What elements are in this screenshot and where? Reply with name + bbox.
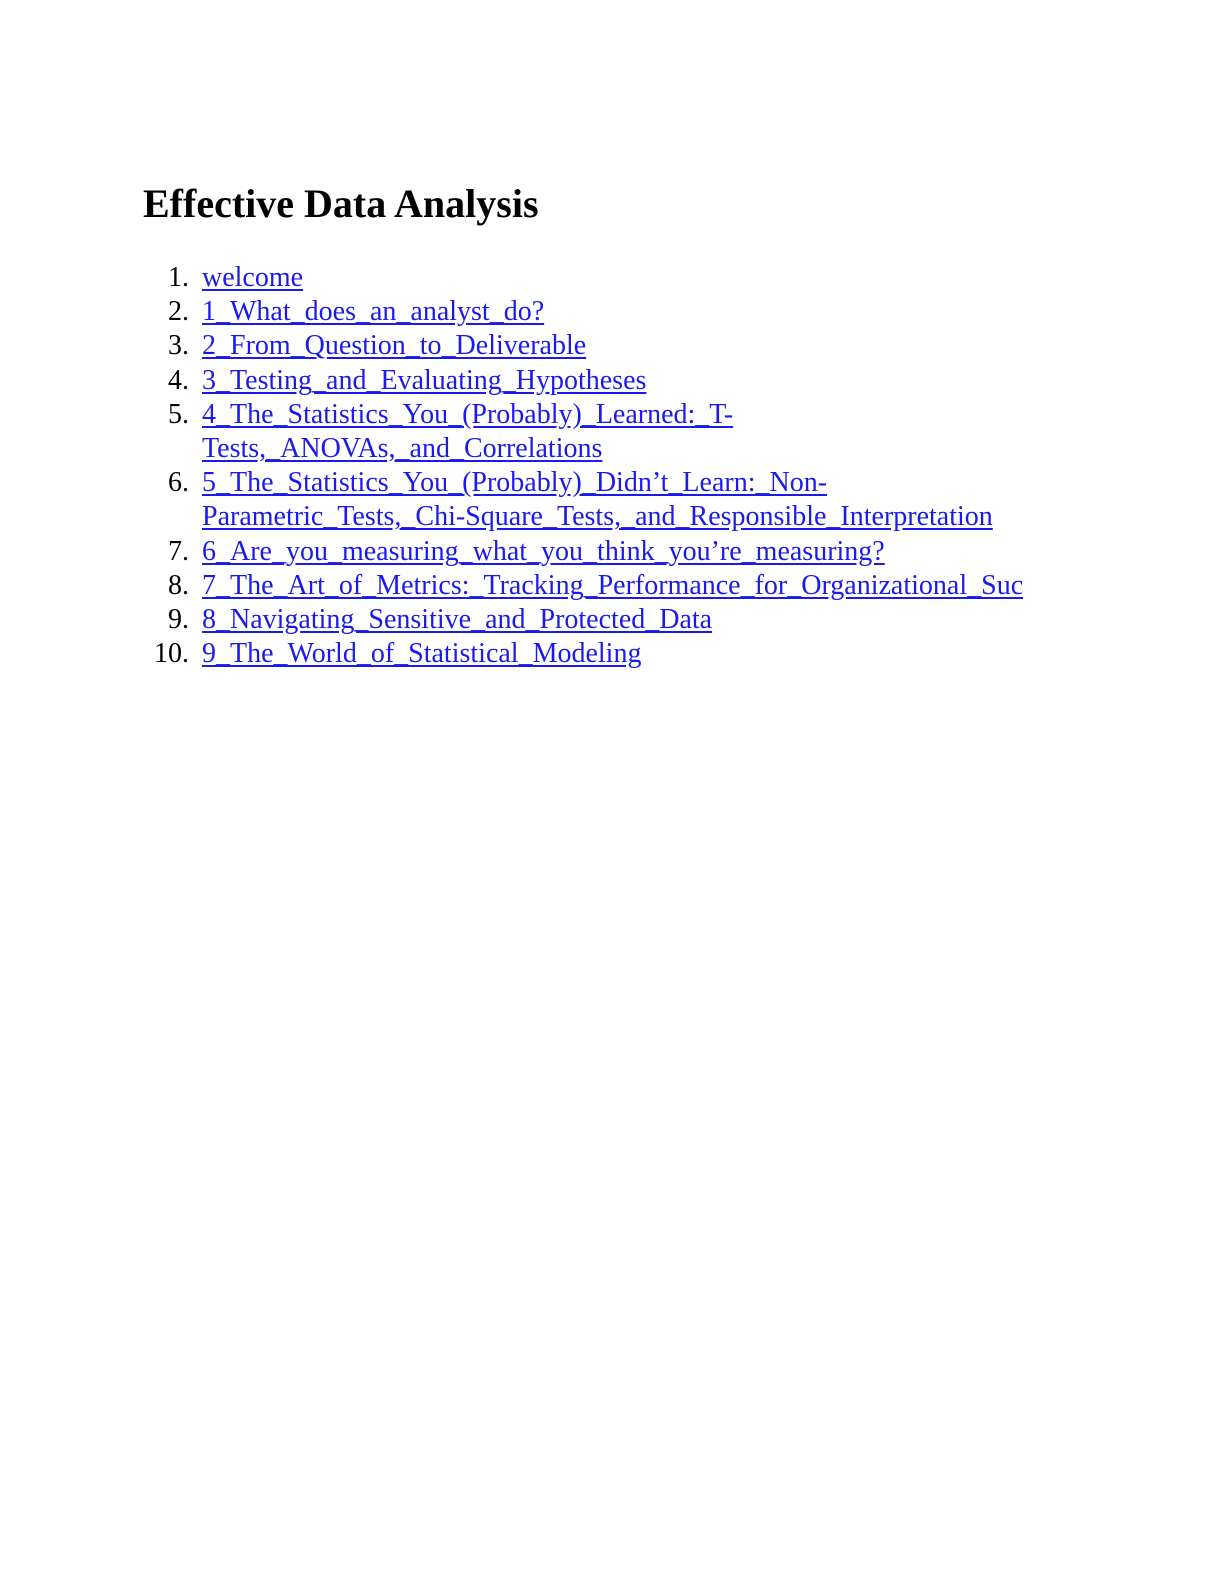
toc-link-chapter-2[interactable]: 2_From_Question_to_Deliverable xyxy=(202,330,587,362)
toc-item xyxy=(140,637,1070,671)
toc-link-chapter-3[interactable]: 3_Testing_and_Evaluating_Hypotheses xyxy=(202,364,647,396)
toc-item-number: 6. xyxy=(168,467,189,499)
toc-item xyxy=(140,364,1070,398)
toc-item xyxy=(140,603,1070,637)
toc-link-chapter-6[interactable]: 6_Are_you_measuring_what_you_think_you’re_measuring? xyxy=(202,535,885,567)
toc-item xyxy=(140,535,1070,569)
toc-item xyxy=(140,569,1070,603)
toc-link-welcome[interactable]: welcome xyxy=(202,262,304,293)
toc-link-chapter-9[interactable]: 9_The_World_of_Statistical_Modeling xyxy=(202,638,642,670)
toc-item xyxy=(140,398,1070,466)
table-of-contents xyxy=(140,261,1070,671)
toc-item xyxy=(140,466,1070,534)
toc-item xyxy=(140,295,1070,329)
toc-item-number: 8. xyxy=(168,569,189,601)
toc-item-number: 1. xyxy=(168,262,189,293)
toc-item-number: 3. xyxy=(168,330,189,362)
toc-link-chapter-1[interactable]: 1_What_does_an_analyst_do? xyxy=(202,296,545,328)
toc-link-chapter-5[interactable]: 5_The_Statistics_You_(Probably)_Didn’t_Learn:_Non-Parametric_Tests,_Chi-Square_Tests,_and_Responsible_Interpretation xyxy=(202,467,993,533)
toc-item-number: 2. xyxy=(168,296,189,328)
toc-item-number: 5. xyxy=(168,398,189,430)
toc-item-number: 7. xyxy=(168,535,189,567)
toc-link-chapter-7[interactable]: 7_The_Art_of_Metrics:_Tracking_Performance_for_Organizational_Suc xyxy=(202,569,1024,601)
toc-item-number: 4. xyxy=(168,364,189,396)
toc-link-chapter-4[interactable]: 4_The_Statistics_You_(Probably)_Learned:_T-Tests,_ANOVAs,_and_Correlations xyxy=(202,398,734,465)
toc-item-number: 9. xyxy=(168,604,189,636)
toc-item-number: 10. xyxy=(154,638,189,670)
toc-item xyxy=(140,261,1070,295)
toc-link-chapter-8[interactable]: 8_Navigating_Sensitive_and_Protected_Data xyxy=(202,604,713,636)
toc-item xyxy=(140,329,1070,363)
page-title: Effective Data Analysis xyxy=(143,181,539,226)
